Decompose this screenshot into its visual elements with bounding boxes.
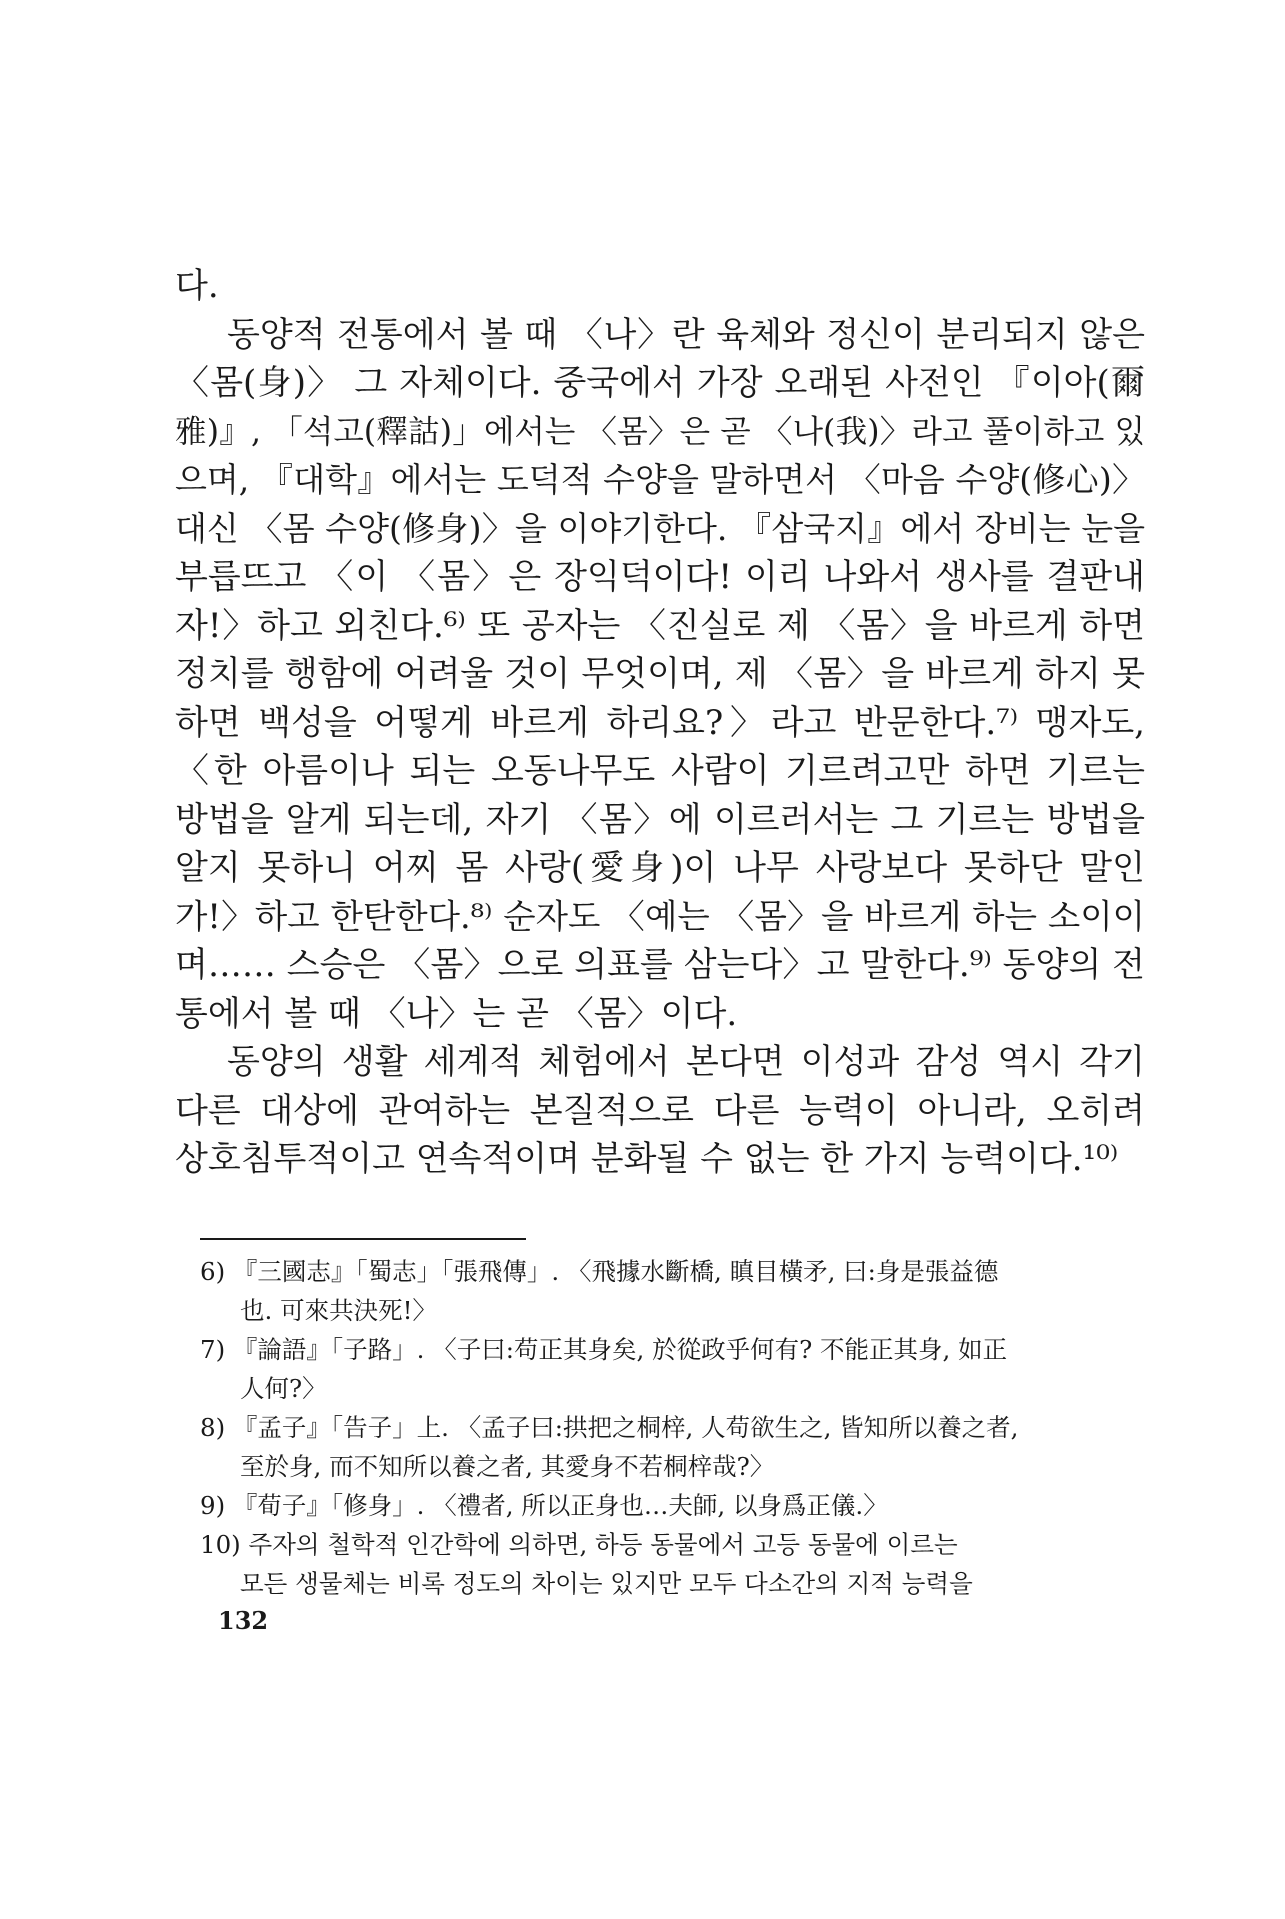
footnote-line: 8) 『孟子』「告子」上. 〈孟子曰:拱把之桐梓, 人苟欲生之, 皆知所以養之者, bbox=[200, 1413, 1019, 1442]
body-line: 동양의 생활 세계적 체험에서 본다면 이성과 감성 역시 각기 bbox=[227, 1042, 1145, 1082]
footnote-line: 7) 『論語』「子路」. 〈子曰:苟正其身矣, 於從政乎何有? 不能正其身, 如正 bbox=[200, 1335, 1008, 1364]
footnote-line: 人何?〉 bbox=[240, 1374, 327, 1403]
footnote-line: 也. 可來共決死!〉 bbox=[240, 1296, 437, 1325]
body-line: 통에서 볼 때 〈나〉는 곧 〈몸〉이다. bbox=[175, 993, 738, 1034]
footnote-divider bbox=[200, 1238, 526, 1240]
body-line: 대신 〈몸 수양(修身)〉을 이야기한다. 『삼국지』에서 장비는 눈을 bbox=[175, 508, 1145, 548]
body-text bbox=[175, 262, 1145, 1184]
body-line: 〈몸(身)〉 그 자체이다. 중국에서 가장 오래된 사전인 『이아(爾 bbox=[175, 363, 1145, 403]
body-line: 방법을 알게 되는데, 자기 〈몸〉에 이르러서는 그 기르는 방법을 bbox=[175, 799, 1145, 840]
body-line: 〈한 아름이나 되는 오동나무도 사람이 기르려고만 하면 기르는 bbox=[175, 751, 1145, 791]
footnote-line: 6) 『三國志』「蜀志」「張飛傳」. 〈飛據水斷橋, 瞋目橫矛, 曰:身是張益德 bbox=[200, 1257, 999, 1286]
body-line: 상호침투적이고 연속적이며 분화될 수 없는 한 가지 능력이다.¹⁰⁾ bbox=[175, 1139, 1119, 1179]
page-number: 132 bbox=[218, 1606, 269, 1635]
footnote-6 bbox=[200, 1252, 1145, 1330]
body-line: 알지 못하니 어찌 몸 사랑(愛身)이 나무 사랑보다 못하단 말인 bbox=[175, 848, 1145, 888]
footnote-9 bbox=[200, 1486, 1145, 1525]
body-line: 雅)』, 「석고(釋詁)」에서는 〈몸〉은 곧 〈나(我)〉라고 풀이하고 있 bbox=[175, 413, 1145, 450]
body-line: 부릅뜨고 〈이 〈몸〉은 장익덕이다! 이리 나와서 생사를 결판내 bbox=[175, 557, 1145, 597]
body-line: 동양적 전통에서 볼 때 〈나〉란 육체와 정신이 분리되지 않은 bbox=[227, 314, 1145, 355]
body-line: 자!〉하고 외친다.⁶⁾ 또 공자는 〈진실로 제 〈몸〉을 바르게 하면 bbox=[175, 605, 1145, 646]
footnote-line: 至於身, 而不知所以養之者, 其愛身不若桐梓哉?〉 bbox=[240, 1452, 775, 1481]
footnote-10 bbox=[200, 1525, 1145, 1603]
footnotes bbox=[200, 1252, 1145, 1603]
body-line: 으며, 『대학』에서는 도덕적 수양을 말하면서 〈마음 수양(修心)〉 bbox=[175, 460, 1145, 499]
footnote-line: 10) 주자의 철학적 인간학에 의하면, 하등 동물에서 고등 동물에 이르는 bbox=[200, 1530, 958, 1559]
body-line: 다. bbox=[175, 266, 219, 306]
footnote-line: 9) 『荀子』「修身」. 〈禮者, 所以正身也…夫師, 以身爲正儀.〉 bbox=[200, 1491, 888, 1520]
footnote-7 bbox=[200, 1330, 1145, 1408]
footnote-8 bbox=[200, 1408, 1145, 1486]
body-line: 정치를 행함에 어려울 것이 무엇이며, 제 〈몸〉을 바르게 하지 못 bbox=[175, 654, 1145, 694]
footnote-line: 모든 생물체는 비록 정도의 차이는 있지만 모두 다소간의 지적 능력을 bbox=[240, 1569, 973, 1598]
body-line: 가!〉하고 한탄한다.⁸⁾ 순자도 〈예는 〈몸〉을 바르게 하는 소이이 bbox=[175, 896, 1145, 936]
body-line: 다른 대상에 관여하는 본질적으로 다른 능력이 아니라, 오히려 bbox=[175, 1090, 1145, 1131]
body-line: 며…… 스승은 〈몸〉으로 의표를 삼는다〉고 말한다.⁹⁾ 동양의 전 bbox=[175, 945, 1145, 985]
body-line: 하면 백성을 어떻게 바르게 하리요?〉라고 반문한다.⁷⁾ 맹자도, bbox=[175, 702, 1145, 743]
